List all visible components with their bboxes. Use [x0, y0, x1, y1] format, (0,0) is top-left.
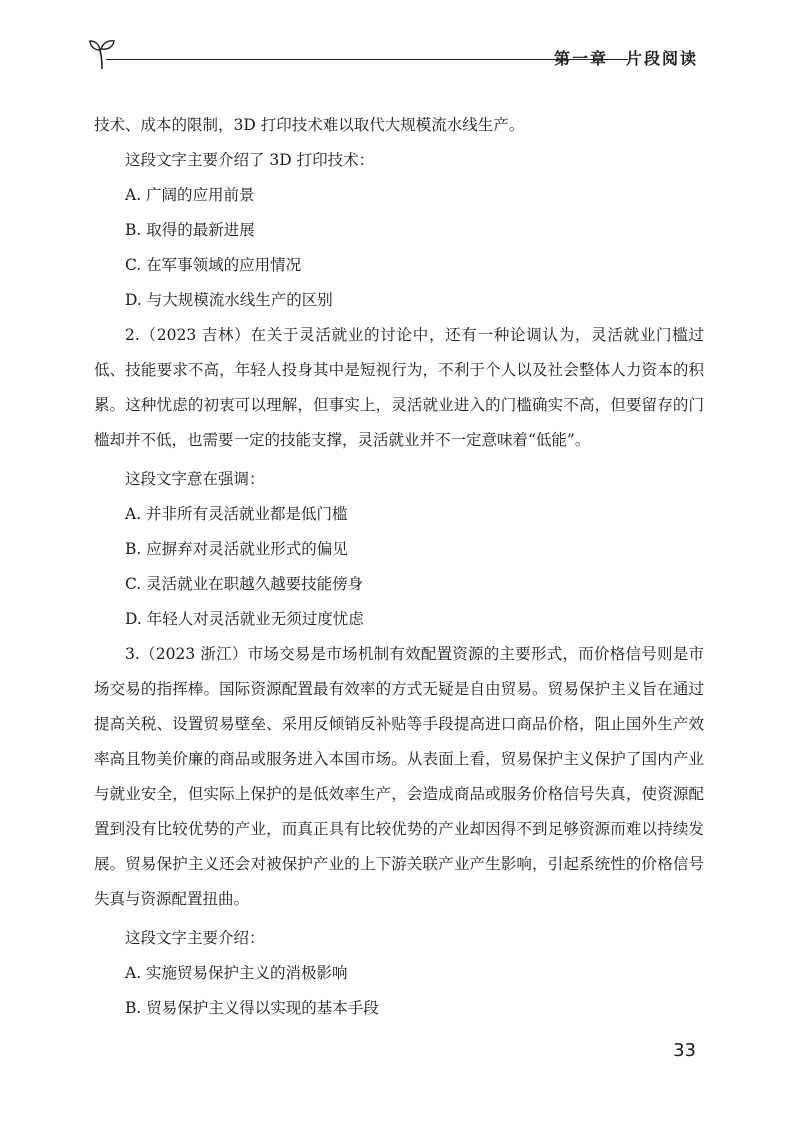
question-1-option-b: B. 取得的最新进展	[125, 221, 255, 239]
question-2-option-b: B. 应摒弃对灵活就业形式的偏见	[125, 540, 348, 558]
sprout-icon	[88, 36, 116, 70]
question-2-option-c: C. 灵活就业在职越久越要技能傍身	[125, 575, 364, 593]
question-2	[94, 318, 704, 637]
question-3-passage: 3.（2023 浙江）市场交易是市场机制有效配置资源的主要形式，而价格信号则是市场交易的指挥棒。国际资源配置最有效率的方式无疑是自由贸易。贸易保护主义旨在通过提高关税、设置贸易壁垒、采用反倾销反补贴等手段提高进口商品价格，阻止国外生产效率高且物美价廉的商品或服务进入本国市场。从表面上看，贸易保护主义保护了国内产业与就业安全，但实际上保护的是低效率生产，会造成商品或服务价格信号失真，使资源配置到没有比较优势的产业，而真正具有比较优势的产业却因得不到足够资源而难以持续发展。贸易保护主义还会对被保护产业的上下游关联产业产生影响，引起系统性的价格信号失真与资源配置扭曲。	[94, 645, 704, 908]
page-header	[88, 36, 698, 72]
question-1-option-d: D. 与大规模流水线生产的区别	[125, 291, 333, 309]
chapter-title: 第一章 片段阅读	[553, 49, 698, 68]
intro-line: 技术、成本的限制，3D 打印技术难以取代大规模流水线生产。	[94, 116, 525, 134]
question-2-stem: 这段文字意在强调：	[125, 470, 265, 488]
question-1	[94, 143, 704, 318]
page-number: 33	[673, 1040, 696, 1061]
question-3	[94, 637, 704, 1026]
question-1-stem: 这段文字主要介绍了 3D 打印技术：	[125, 151, 375, 169]
header-rule	[106, 59, 628, 60]
question-1-option-c: C. 在军事领域的应用情况	[125, 256, 302, 274]
question-2-option-a: A. 并非所有灵活就业都是低门槛	[125, 505, 348, 523]
question-3-option-a: A. 实施贸易保护主义的消极影响	[125, 964, 348, 982]
question-2-option-d: D. 年轻人对灵活就业无须过度忧虑	[125, 610, 364, 628]
page-body	[94, 108, 704, 1026]
question-1-option-a: A. 广阔的应用前景	[125, 186, 255, 204]
question-3-option-b: B. 贸易保护主义得以实现的基本手段	[125, 999, 379, 1017]
question-2-passage: 2.（2023 吉林）在关于灵活就业的讨论中，还有一种论调认为，灵活就业门槛过低、技能要求不高，年轻人投身其中是短视行为，不利于个人以及社会整体人力资本的积累。这种忧虑的初衷可以理解，但事实上，灵活就业进入的门槛确实不高，但要留存的门槛却并不低，也需要一定的技能支撑，灵活就业并不一定意味着“低能”。	[94, 326, 704, 449]
question-3-stem: 这段文字主要介绍：	[125, 929, 265, 947]
